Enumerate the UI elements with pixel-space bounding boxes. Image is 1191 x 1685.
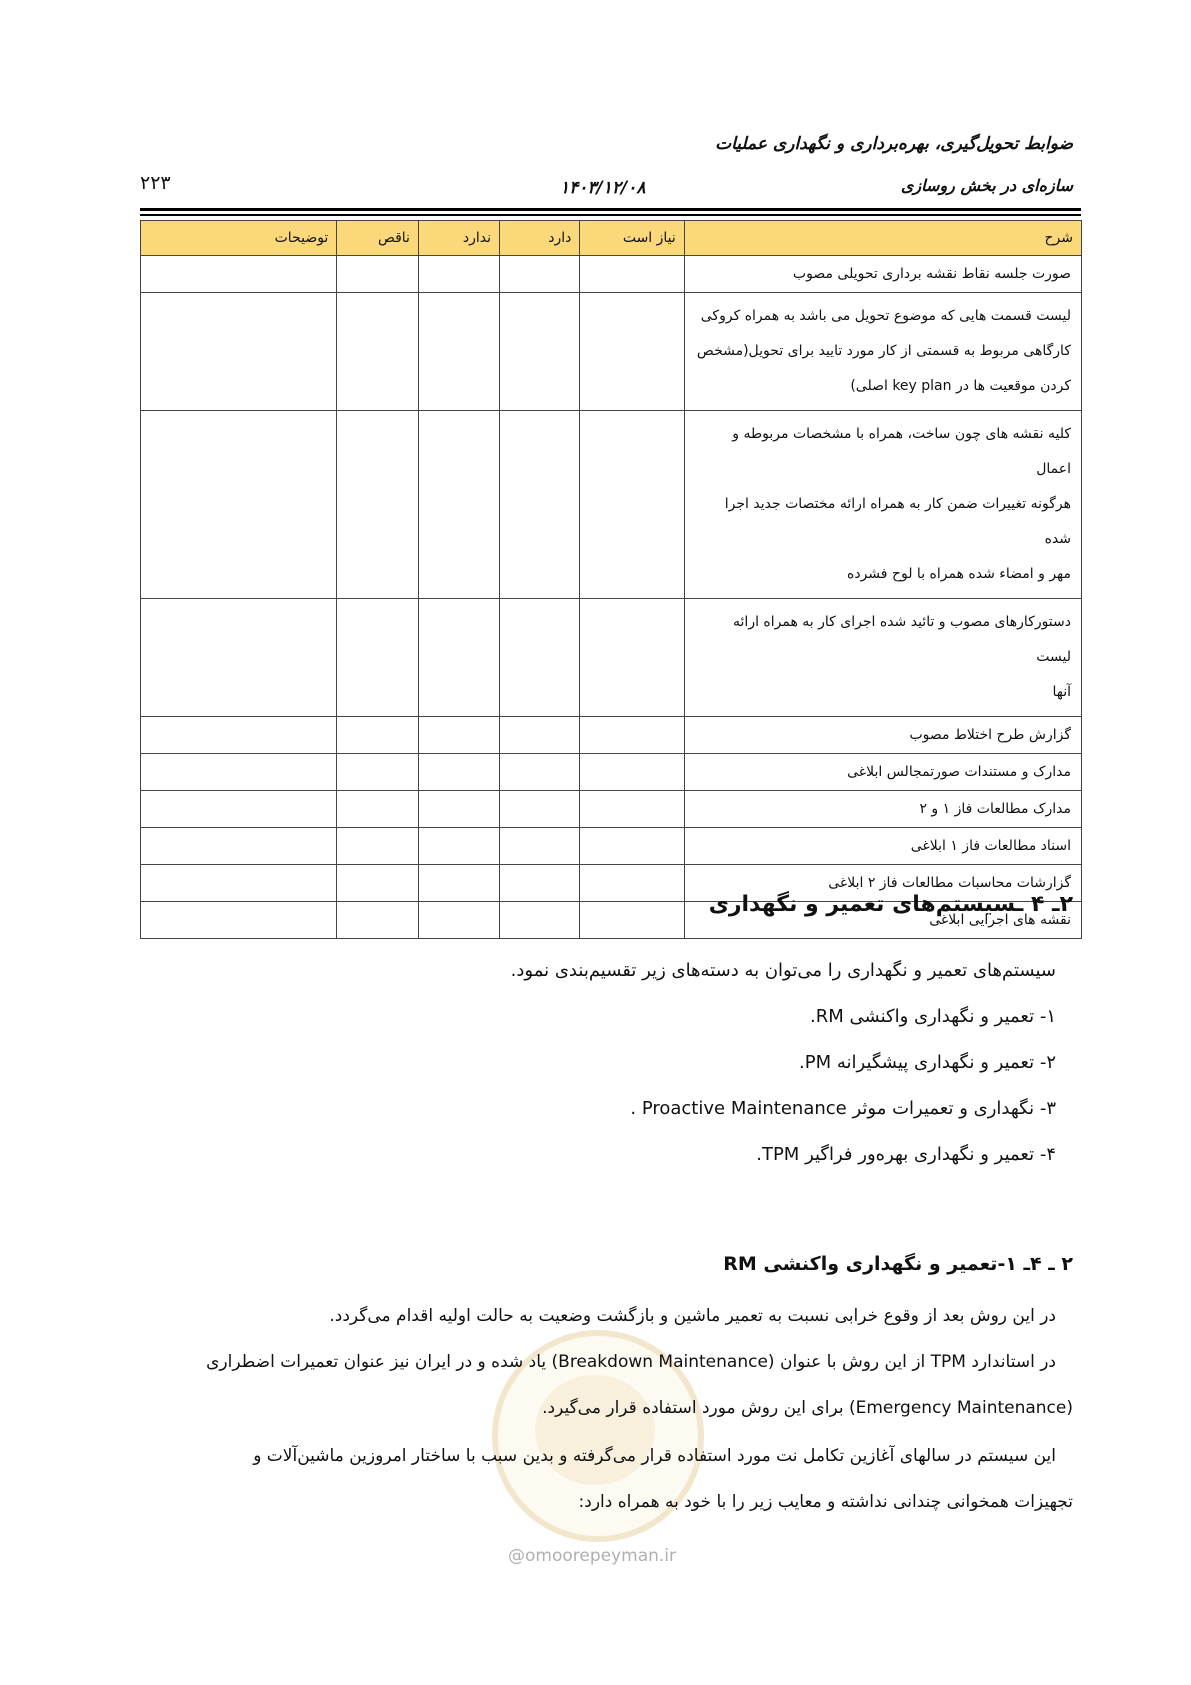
cell-has-not — [418, 293, 499, 411]
description-line: کردن موقعیت ها در key plan اصلی) — [850, 378, 1071, 394]
header-has: دارد — [500, 221, 580, 256]
watermark-text: @omoorepeyman.ir — [508, 1546, 677, 1566]
cell-needed — [580, 865, 684, 902]
description-line: گزارش طرح اختلاط مصوب — [909, 727, 1071, 743]
document-date: ۱۴۰۳/۱۲/۰۸ — [560, 178, 646, 198]
cell-notes — [141, 902, 337, 939]
cell-incomplete — [337, 902, 419, 939]
cell-incomplete — [337, 828, 419, 865]
cell-has — [500, 828, 580, 865]
header-notes: توضیحات — [141, 221, 337, 256]
cell-notes — [141, 411, 337, 599]
cell-has — [500, 411, 580, 599]
cell-needed — [580, 256, 684, 293]
header-rule-thick — [140, 208, 1081, 211]
table-header-row — [141, 221, 1082, 256]
description-line: مدارک مطالعات فاز ۱ و ۲ — [919, 801, 1071, 817]
cell-notes — [141, 754, 337, 791]
cell-has — [500, 865, 580, 902]
cell-notes — [141, 865, 337, 902]
description-line: اسناد مطالعات فاز ۱ ابلاغی — [910, 838, 1071, 854]
header-description: شرح — [684, 221, 1081, 256]
cell-has-not — [418, 754, 499, 791]
table-row — [141, 599, 1082, 717]
row-description — [684, 256, 1081, 293]
description-line: مهر و امضاء شده همراه با لوح فشرده — [847, 566, 1071, 582]
list-item: ۳- نگهداری و تعمیرات موثر Proactive Maintenance . — [630, 1098, 1056, 1119]
table-row — [141, 293, 1082, 411]
cell-has-not — [418, 599, 499, 717]
body-line: تجهیزات همخوانی چندانی نداشته و معایب زیر را با خود به همراه دارد: — [578, 1492, 1073, 1512]
body-line: این سیستم در سالهای آغازین تکامل نت مورد استفاده قرار می‌گرفته و بدین سبب با ساختار امروزین ماشین‌آلات و — [253, 1446, 1056, 1466]
delivery-checklist-table — [140, 220, 1082, 939]
section-intro: سیستم‌های تعمیر و نگهداری را می‌توان به دسته‌های زیر تقسیم‌بندی نمود. — [510, 960, 1056, 981]
cell-has-not — [418, 865, 499, 902]
header-needed: نیاز است — [580, 221, 684, 256]
table-row — [141, 791, 1082, 828]
cell-notes — [141, 256, 337, 293]
cell-has — [500, 754, 580, 791]
description-line: گزارشات محاسبات مطالعات فاز ۲ ابلاغی — [828, 875, 1071, 891]
cell-needed — [580, 599, 684, 717]
subsection-heading: ۲ ـ ۴ـ ۱-تعمیر و نگهداری واکنشی RM — [723, 1253, 1073, 1275]
cell-has — [500, 902, 580, 939]
cell-incomplete — [337, 791, 419, 828]
cell-has-not — [418, 791, 499, 828]
description-line: صورت جلسه نقاط نقشه برداری تحویلی مصوب — [792, 266, 1071, 282]
cell-has — [500, 717, 580, 754]
cell-needed — [580, 902, 684, 939]
row-description — [684, 411, 1081, 599]
table-row — [141, 828, 1082, 865]
cell-needed — [580, 411, 684, 599]
description-line: مدارک و مستندات صورتمجالس ابلاغی — [847, 764, 1071, 780]
cell-incomplete — [337, 256, 419, 293]
description-line: آنها — [1052, 684, 1071, 700]
description-line: هرگونه تغییرات ضمن کار به همراه ارائه مختصات جدید اجرا شده — [724, 496, 1071, 547]
document-subtitle: سازه‌ای در بخش روسازی — [900, 176, 1073, 195]
cell-incomplete — [337, 717, 419, 754]
row-description — [684, 599, 1081, 717]
cell-has — [500, 293, 580, 411]
cell-has-not — [418, 256, 499, 293]
cell-has-not — [418, 411, 499, 599]
cell-incomplete — [337, 411, 419, 599]
document-title: ضوابط تحویل‌گیری، بهره‌برداری و نگهداری عملیات — [715, 134, 1073, 154]
row-description — [684, 293, 1081, 411]
description-line: کارگاهی مربوط به قسمتی از کار مورد تایید برای تحویل(مشخص — [696, 343, 1071, 359]
cell-has — [500, 791, 580, 828]
list-item: ۲- تعمیر و نگهداری پیشگیرانه PM. — [799, 1052, 1056, 1073]
table-row — [141, 754, 1082, 791]
cell-has-not — [418, 717, 499, 754]
row-description — [684, 717, 1081, 754]
description-line: کلیه نقشه های چون ساخت، همراه با مشخصات مربوطه و اعمال — [732, 426, 1071, 477]
description-line: دستورکارهای مصوب و تائید شده اجرای کار به همراه ارائه لیست — [733, 614, 1071, 665]
cell-notes — [141, 717, 337, 754]
header-rule-thin — [140, 214, 1081, 216]
cell-notes — [141, 791, 337, 828]
cell-notes — [141, 293, 337, 411]
cell-notes — [141, 828, 337, 865]
header-has-not: ندارد — [418, 221, 499, 256]
list-item: ۴- تعمیر و نگهداری بهره‌ور فراگیر TPM. — [756, 1144, 1056, 1165]
table-row — [141, 717, 1082, 754]
cell-needed — [580, 293, 684, 411]
cell-needed — [580, 754, 684, 791]
body-line: در این روش بعد از وقوع خرابی نسبت به تعمیر ماشین و بازگشت وضعیت به حالت اولیه اقدام می‌گردد. — [329, 1306, 1056, 1326]
section-heading: ۲ـ ۴ ـسیستم‌های تعمیر و نگهداری — [708, 892, 1073, 917]
row-description — [684, 754, 1081, 791]
cell-has — [500, 256, 580, 293]
cell-incomplete — [337, 865, 419, 902]
table-row — [141, 411, 1082, 599]
cell-incomplete — [337, 754, 419, 791]
cell-has-not — [418, 828, 499, 865]
cell-incomplete — [337, 293, 419, 411]
row-description — [684, 791, 1081, 828]
cell-needed — [580, 717, 684, 754]
page-number: ۲۲۳ — [140, 172, 171, 194]
row-description — [684, 828, 1081, 865]
body-line: در استاندارد TPM از این روش با عنوان (Breakdown Maintenance) یاد شده و در ایران نیز عنوان تعمیرات اضطراری — [206, 1352, 1056, 1372]
header-incomplete: ناقص — [337, 221, 419, 256]
cell-has — [500, 599, 580, 717]
body-line: (Emergency Maintenance) برای این روش مورد استفاده قرار می‌گیرد. — [542, 1398, 1073, 1418]
description-line: لیست قسمت هایی که موضوع تحویل می باشد به همراه کروکی — [700, 308, 1071, 324]
cell-incomplete — [337, 599, 419, 717]
description-line: نقشه های اجرایی ابلاغی — [929, 912, 1071, 928]
cell-notes — [141, 599, 337, 717]
watermark-seal-inner — [535, 1375, 655, 1485]
cell-needed — [580, 791, 684, 828]
cell-needed — [580, 828, 684, 865]
cell-has-not — [418, 902, 499, 939]
table-row — [141, 256, 1082, 293]
list-item: ۱- تعمیر و نگهداری واکنشی RM. — [810, 1006, 1056, 1027]
